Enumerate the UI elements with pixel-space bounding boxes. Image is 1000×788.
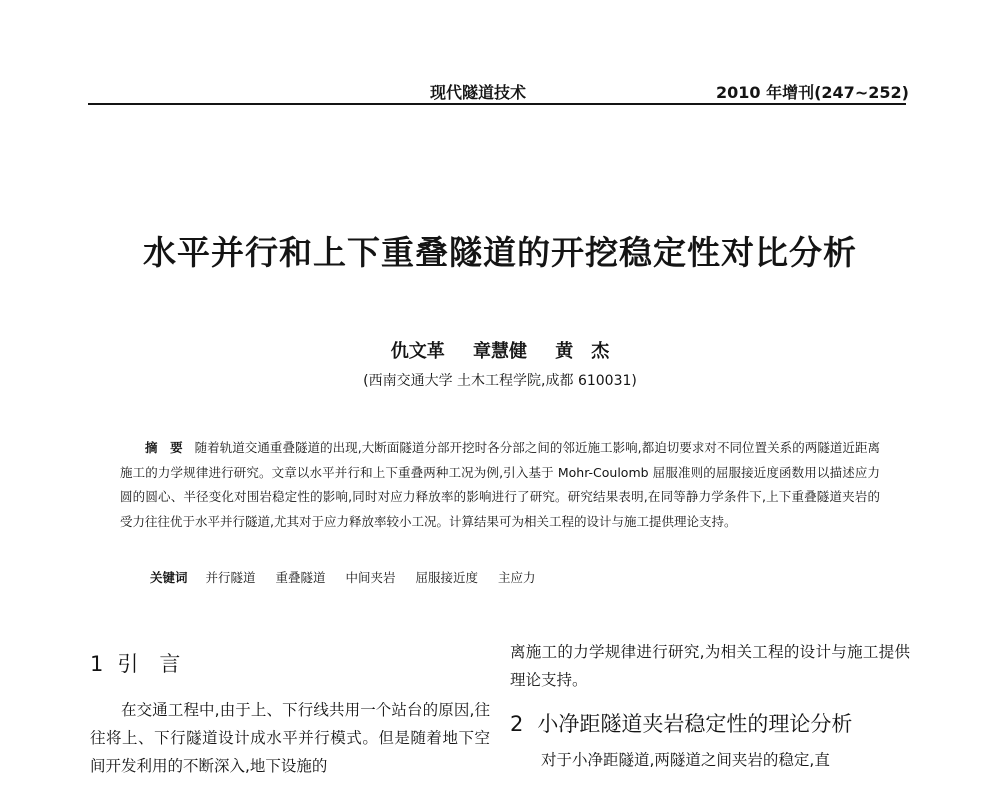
body-paragraph: 对于小净距隧道,两隧道之间夹岩的稳定,直 bbox=[541, 751, 830, 769]
keywords-label: 关键词 bbox=[150, 570, 188, 585]
keyword: 中间夹岩 bbox=[345, 570, 396, 585]
keyword: 屈服接近度 bbox=[415, 570, 479, 585]
keywords bbox=[150, 568, 552, 586]
section-title: 小净距隧道夹岩稳定性的理论分析 bbox=[537, 712, 853, 736]
paper-title: 水平并行和上下重叠隧道的开挖稳定性对比分析 bbox=[143, 233, 857, 272]
body-paragraph-continued: 离施工的力学规律进行研究,为相关工程的设计与施工提供理论支持。 bbox=[510, 643, 910, 689]
abstract-text: 随着轨道交通重叠隧道的出现,大断面隧道分部开挖时各分部之间的邻近施工影响,都迫切要求对不同位置关系的两隧道近距离施工的力学规律进行研究。文章以水平并行和上下重叠两种工况为例,引入基于 Mohr-Coulomb 屈服准则的屈服接近度函数用以描述应力圆的圆心、半径变化对围岩稳定性的影响,同时对应力释放率的影响进行了研究。研究结果表明,在同等静力学条件下,上下重叠隧道夹岩的受力往往优于水平并行隧道,尤其对于应力释放率较小工况。计算结果可为相关工程的设计与施工提供理论支持。 bbox=[120, 440, 880, 529]
body-paragraph: 在交通工程中,由于上、下行线共用一个站台的原因,往往将上、下行隧道设计成水平并行模式。但是随着地下空间开发利用的不断深入,地下设施的 bbox=[90, 701, 490, 775]
journal-name: 现代隧道技术 bbox=[430, 83, 527, 102]
right-column bbox=[510, 638, 910, 788]
affiliation: (西南交通大学 土木工程学院,成都 610031) bbox=[363, 373, 637, 389]
issue-info: 2010 年增刊(247~252) bbox=[716, 83, 909, 102]
section-title: 引 言 bbox=[117, 652, 181, 676]
section-heading bbox=[510, 708, 910, 738]
author-name: 仇文革 bbox=[390, 341, 445, 362]
author-name: 黄 杰 bbox=[555, 341, 610, 362]
left-column bbox=[90, 648, 490, 780]
abstract-label: 摘 要 bbox=[145, 440, 183, 455]
keyword: 并行隧道 bbox=[205, 570, 256, 585]
author-name: 章慧健 bbox=[473, 341, 527, 362]
section-heading bbox=[90, 648, 490, 678]
keyword: 主应力 bbox=[498, 570, 536, 585]
section-number: 1 bbox=[90, 652, 104, 676]
header-rule bbox=[88, 103, 906, 105]
keyword: 重叠隧道 bbox=[275, 570, 326, 585]
author-list bbox=[0, 337, 1000, 363]
abstract bbox=[120, 436, 880, 534]
section-number: 2 bbox=[510, 712, 524, 736]
